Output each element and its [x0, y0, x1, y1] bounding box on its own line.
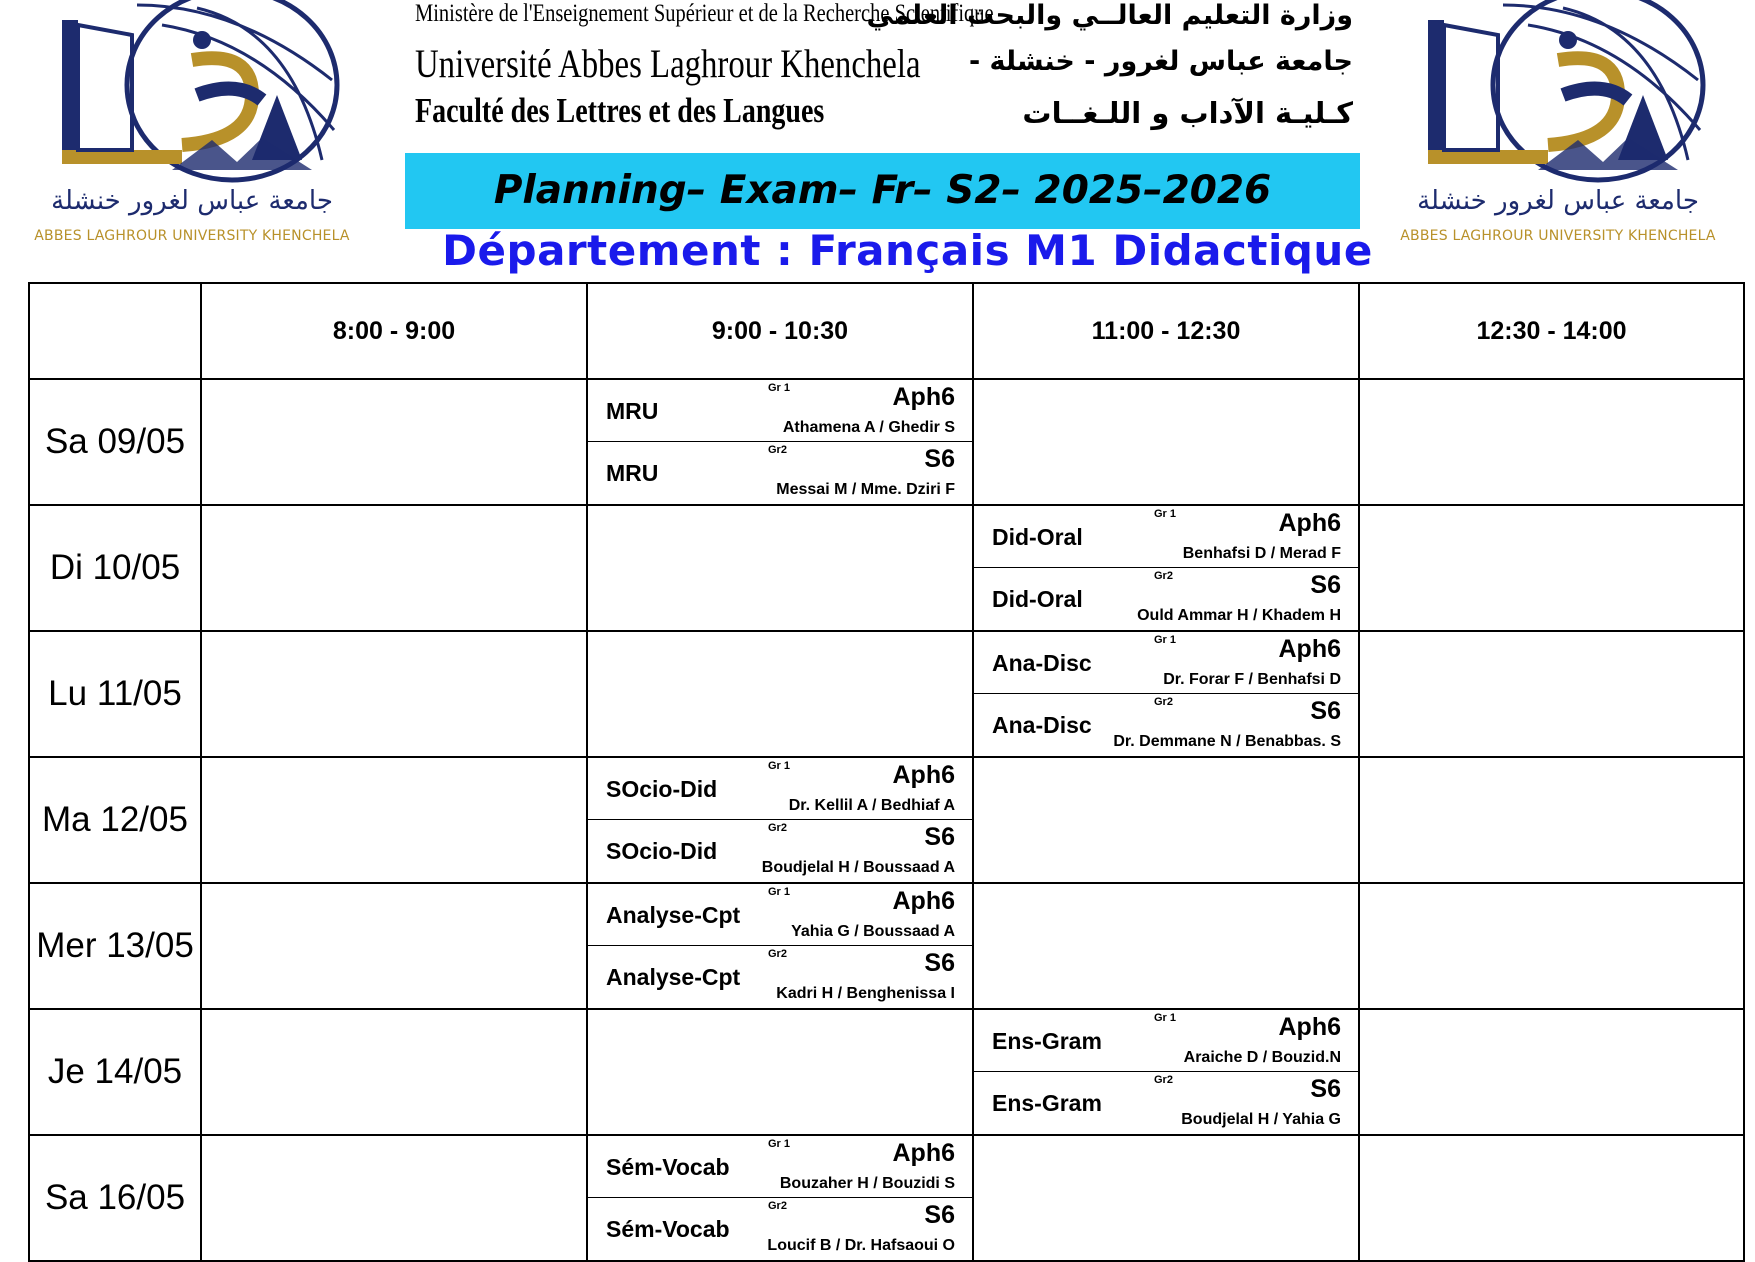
- empty-slot-cell: [1359, 505, 1744, 631]
- time-slot-header: 12:30 - 14:00: [1359, 283, 1744, 379]
- exam-entry: [588, 442, 972, 504]
- university-name-ar: جامعة عباس لغرور - خنشلة -: [968, 46, 1353, 77]
- course-name: SOcio-Did: [606, 838, 718, 864]
- corner-header-cell: [29, 283, 201, 379]
- exam-entry: [974, 632, 1358, 694]
- empty-slot-cell: [201, 1135, 587, 1261]
- proctors-text: Dr. Demmane N / Benabbas. S: [1113, 733, 1341, 750]
- empty-slot-cell: [587, 505, 973, 631]
- day-cell: Sa 16/05: [29, 1135, 201, 1261]
- course-name: SOcio-Did: [606, 776, 718, 802]
- room-label: Aph6: [892, 761, 955, 789]
- group-label: Gr2: [768, 444, 787, 456]
- proctors-text: Yahia G / Boussaad A: [791, 923, 955, 940]
- room-label: S6: [924, 445, 955, 473]
- empty-slot-cell: [1359, 631, 1744, 757]
- day-row: [29, 883, 1744, 1009]
- group-label: Gr 1: [768, 760, 791, 772]
- empty-slot-cell: [973, 1135, 1359, 1261]
- logo-arabic-name: جامعة عباس لغرور خنشلة: [51, 186, 333, 216]
- time-slot-header: 11:00 - 12:30: [973, 283, 1359, 379]
- empty-slot-cell: [587, 631, 973, 757]
- course-name: Ens-Gram: [992, 1028, 1102, 1054]
- group-label: Gr 1: [1154, 1012, 1177, 1024]
- room-label: S6: [924, 949, 955, 977]
- logo-english-name: ABBES LAGHROUR UNIVERSITY KHENCHELA: [1400, 228, 1716, 244]
- proctors-text: Athamena A / Ghedir S: [782, 419, 955, 436]
- proctors-text: Loucif B / Dr. Hafsaoui O: [767, 1237, 955, 1254]
- group-label: Gr 1: [768, 382, 791, 394]
- day-row: [29, 1135, 1744, 1261]
- exam-entry: [588, 758, 972, 820]
- empty-slot-cell: [201, 1009, 587, 1135]
- day-cell: Ma 12/05: [29, 757, 201, 883]
- day-row: [29, 379, 1744, 505]
- title-banner: [405, 153, 1360, 229]
- room-label: Aph6: [892, 383, 955, 411]
- university-logo-left: [22, 0, 362, 250]
- group-label: Gr 1: [1154, 508, 1177, 520]
- course-name: Did-Oral: [992, 586, 1083, 612]
- empty-slot-cell: [1359, 1009, 1744, 1135]
- logo-emblem-icon: [22, 0, 362, 190]
- empty-slot-cell: [201, 379, 587, 505]
- group-label: Gr2: [1154, 696, 1173, 708]
- proctors-text: Boudjelal H / Boussaad A: [761, 859, 955, 876]
- group-label: Gr 1: [1154, 634, 1177, 646]
- group-label: Gr2: [768, 1200, 787, 1212]
- room-label: S6: [1310, 571, 1341, 599]
- exam-entry: [588, 820, 972, 882]
- university-name-fr: Université Abbes Laghrour Khenchela: [415, 41, 921, 86]
- course-name: Ens-Gram: [992, 1090, 1102, 1116]
- exam-slot-cell: [587, 883, 973, 1009]
- exam-entry: [588, 884, 972, 946]
- exam-entry: [974, 1072, 1358, 1134]
- day-row: [29, 1009, 1744, 1135]
- group-label: Gr2: [768, 948, 787, 960]
- empty-slot-cell: [973, 379, 1359, 505]
- room-label: S6: [1310, 697, 1341, 725]
- course-name: Analyse-Cpt: [606, 964, 741, 990]
- room-label: Aph6: [1278, 1013, 1341, 1041]
- proctors-text: Kadri H / Benghenissa I: [776, 985, 955, 1002]
- proctors-text: Bouzaher H / Bouzidi S: [779, 1175, 955, 1192]
- day-row: [29, 505, 1744, 631]
- exam-entry: [974, 506, 1358, 568]
- empty-slot-cell: [1359, 883, 1744, 1009]
- course-name: Did-Oral: [992, 524, 1083, 550]
- proctors-text: Boudjelal H / Yahia G: [1181, 1111, 1341, 1128]
- day-cell: Lu 11/05: [29, 631, 201, 757]
- empty-slot-cell: [1359, 379, 1744, 505]
- logo-arabic-name: جامعة عباس لغرور خنشلة: [1417, 186, 1699, 216]
- proctors-text: Dr. Forar F / Benhafsi D: [1163, 671, 1341, 688]
- exam-entry: [974, 1010, 1358, 1072]
- proctors-text: Messai M / Mme. Dziri F: [776, 481, 955, 498]
- exam-slot-cell: [973, 505, 1359, 631]
- room-label: S6: [924, 1201, 955, 1229]
- group-label: Gr 1: [768, 1138, 791, 1150]
- university-logo-right: [1388, 0, 1728, 250]
- course-name: Ana-Disc: [992, 712, 1092, 738]
- faculty-name-fr: Faculté des Lettres et des Langues: [415, 91, 825, 130]
- empty-slot-cell: [1359, 1135, 1744, 1261]
- exam-entry: [588, 1198, 972, 1260]
- header-row: [29, 283, 1744, 379]
- time-slot-header: 9:00 - 10:30: [587, 283, 973, 379]
- empty-slot-cell: [201, 631, 587, 757]
- room-label: Aph6: [892, 887, 955, 915]
- day-cell: Mer 13/05: [29, 883, 201, 1009]
- ministry-name-fr: Ministère de l'Enseignement Supérieur et de la Recherche Scientifique: [415, 0, 994, 27]
- room-label: Aph6: [892, 1139, 955, 1167]
- course-name: Sém-Vocab: [606, 1216, 730, 1242]
- course-name: MRU: [606, 398, 659, 424]
- planning-title: Planning– Exam– Fr– S2– 2025–2026: [493, 168, 1272, 213]
- logo-emblem-icon: [1388, 0, 1728, 190]
- faculty-name-ar: كـليـة الآداب و اللـغــات: [1022, 96, 1353, 130]
- day-cell: Je 14/05: [29, 1009, 201, 1135]
- room-label: Aph6: [1278, 509, 1341, 537]
- day-cell: Di 10/05: [29, 505, 201, 631]
- exam-schedule-table: [28, 282, 1745, 1262]
- day-cell: Sa 09/05: [29, 379, 201, 505]
- room-label: S6: [1310, 1075, 1341, 1103]
- exam-slot-cell: [973, 1009, 1359, 1135]
- room-label: S6: [924, 823, 955, 851]
- department-title: Département : Français M1 Didactique: [442, 226, 1373, 275]
- empty-slot-cell: [587, 1009, 973, 1135]
- empty-slot-cell: [973, 883, 1359, 1009]
- empty-slot-cell: [201, 757, 587, 883]
- course-name: Sém-Vocab: [606, 1154, 730, 1180]
- exam-entry: [974, 694, 1358, 756]
- proctors-text: Ould Ammar H / Khadem H: [1137, 607, 1341, 624]
- course-name: Ana-Disc: [992, 650, 1092, 676]
- group-label: Gr 1: [768, 886, 791, 898]
- exam-slot-cell: [587, 379, 973, 505]
- empty-slot-cell: [201, 505, 587, 631]
- empty-slot-cell: [973, 757, 1359, 883]
- exam-slot-cell: [587, 1135, 973, 1261]
- course-name: Analyse-Cpt: [606, 902, 741, 928]
- empty-slot-cell: [1359, 757, 1744, 883]
- proctors-text: Araiche D / Bouzid.N: [1183, 1049, 1341, 1066]
- logo-english-name: ABBES LAGHROUR UNIVERSITY KHENCHELA: [34, 228, 350, 244]
- exam-slot-cell: [973, 631, 1359, 757]
- course-name: MRU: [606, 460, 659, 486]
- proctors-text: Benhafsi D / Merad F: [1182, 545, 1341, 562]
- time-slot-header: 8:00 - 9:00: [201, 283, 587, 379]
- exam-entry: [974, 568, 1358, 630]
- exam-entry: [588, 946, 972, 1008]
- day-row: [29, 757, 1744, 883]
- group-label: Gr2: [1154, 1074, 1173, 1086]
- exam-entry: [588, 1136, 972, 1198]
- ministry-name-ar: وزارة التعليم العالــي والبحث العلمي: [866, 0, 1353, 31]
- day-row: [29, 631, 1744, 757]
- proctors-text: Dr. Kellil A / Bedhiaf A: [788, 797, 955, 814]
- empty-slot-cell: [201, 883, 587, 1009]
- exam-entry: [588, 380, 972, 442]
- room-label: Aph6: [1278, 635, 1341, 663]
- group-label: Gr2: [768, 822, 787, 834]
- exam-slot-cell: [587, 757, 973, 883]
- group-label: Gr2: [1154, 570, 1173, 582]
